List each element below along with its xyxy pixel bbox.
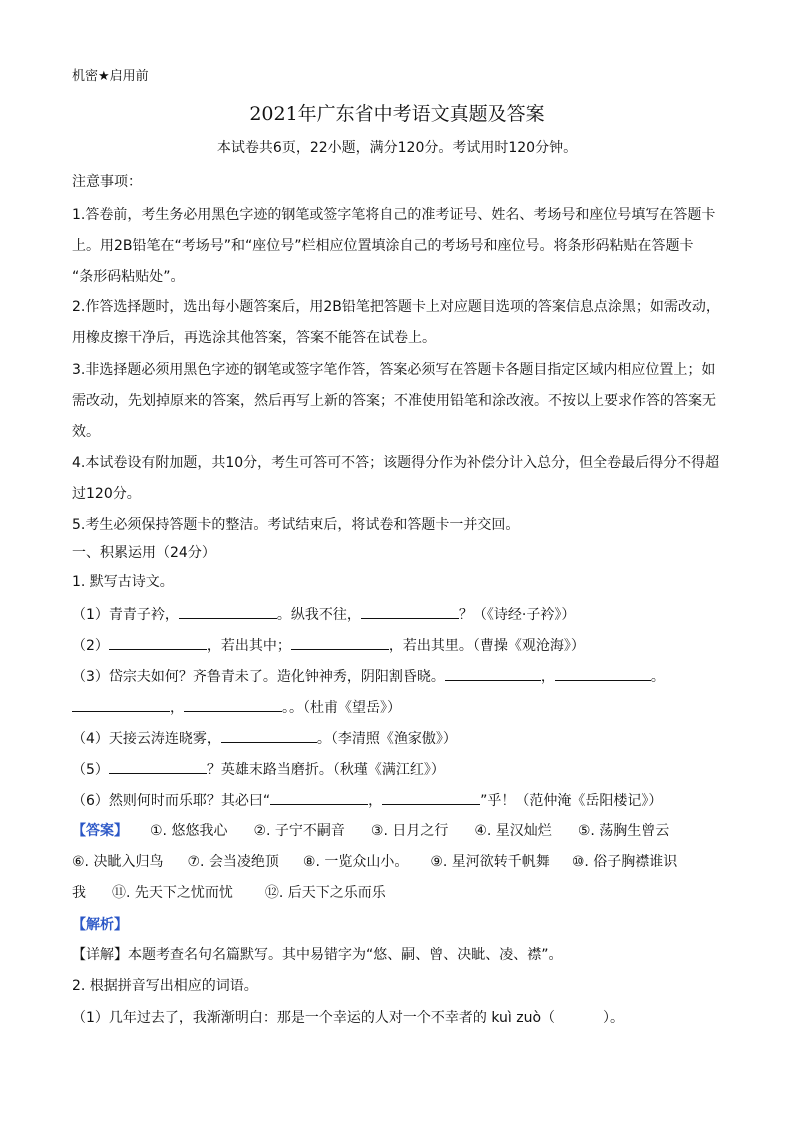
note-4-line-1: 4.本试卷设有附加题，共10分，考生可答可不答；该题得分作为补偿分计入总分，但全卷最后得分不得超 [72, 455, 720, 471]
answer-item: ②. 子宁不嗣音 [253, 823, 345, 839]
q1-2-text-a: （2） [72, 638, 109, 654]
q1-5-text-a: （5） [72, 762, 109, 778]
note-3-line-1: 3.非选择题必须用黑色字迹的钢笔或签字笔作答，答案必须写在答题卡各题目指定区域内相应位置上；如 [72, 362, 716, 378]
answer-blank [291, 635, 389, 650]
answer-item: ①. 悠悠我心 [150, 823, 228, 839]
q1-6-text-a: （6）然则何时而乐耶？其必曰“ [72, 793, 271, 809]
note-5-line-1: 5.考生必须保持答题卡的整洁。考试结束后，将试卷和答题卡一并交回。 [72, 517, 520, 533]
answer-blank [184, 697, 282, 712]
note-2-line-2: 用橡皮擦干净后，再选涂其他答案，答案不能答在试卷上。 [72, 330, 436, 346]
q1-4-text-a: （4）天接云涛连晓雾， [72, 731, 221, 747]
detail-tag: 【详解】 [72, 947, 128, 963]
q1-1-text-b: 。纵我不往， [276, 607, 361, 623]
note-4-line-2: 过120分。 [72, 486, 141, 502]
exam-subtitle: 本试卷共6页，22小题，满分120分。考试用时120分钟。 [216, 140, 578, 156]
answer-item: ⑨. 星河欲转千帆舞 [430, 854, 550, 870]
answer-item: ⑫. 后天下之乐而乐 [264, 885, 386, 901]
answer-item: ⑤. 荡胸生曾云 [577, 823, 670, 839]
question-2-title: 2. 根据拼音写出相应的词语。 [72, 978, 258, 994]
question-1-1 [72, 604, 575, 624]
q1-2-text-b: ，若出其中； [206, 638, 291, 654]
q2-1-text-a: （1）几年过去了，我渐渐明白：那是一个幸运的人对一个不幸者的 kuì zuò（ [72, 1010, 556, 1026]
answer-line-1 [72, 822, 669, 840]
answer-blank [270, 790, 368, 805]
q1-3-text-a: （3）岱宗夫如何？齐鲁青未了。造化钟神秀，阴阳割昏晓。 [72, 669, 445, 685]
answer-item: ⑩. 俗子胸襟谁识 [571, 854, 678, 870]
q1-6-text-c: ”乎！（范仲淹《岳阳楼记》） [480, 793, 663, 809]
answer-blank [221, 728, 317, 743]
q1-5-text-b: ？英雄末路当磨折。（秋瑾《满江红》） [206, 762, 445, 778]
detail-text: 本题考查名句名篇默写。其中易错字为“悠、嗣、曾、决眦、凌、襟”。 [128, 947, 563, 963]
answer-item: ⑧. 一览众山小。 [302, 854, 409, 870]
answer-line-3 [72, 884, 386, 902]
analysis-tag: 【解析】 [72, 917, 128, 933]
question-2-1 [72, 1009, 624, 1027]
detail-line [72, 946, 563, 964]
q1-3-text-c: 。 [650, 669, 665, 685]
answer-blank [109, 759, 207, 774]
q1-6-text-b: ， [368, 793, 383, 809]
answer-item: 我 [72, 885, 86, 901]
section-heading: 一、积累运用（24分） [72, 545, 216, 561]
answer-item: ⑦. 会当凌绝顶 [187, 854, 279, 870]
question-1-4 [72, 728, 457, 748]
q1-1-text-a: （1）青青子衿， [72, 607, 179, 623]
q1-3-text-b: ， [540, 669, 555, 685]
q1-4-text-b: 。（李清照《渔家傲》） [316, 731, 457, 747]
q1-3-text-d: ， [170, 700, 184, 716]
question-1-2 [72, 635, 585, 655]
answer-blank [179, 604, 277, 619]
note-1-line-2: 上。用2B铅笔在“考场号”和“座位号”栏相应位置填涂自己的考场号和座位号。将条形码粘贴在答题卡 [72, 238, 694, 254]
question-1-5 [72, 759, 445, 779]
answer-item: ④. 星汉灿烂 [474, 823, 552, 839]
q1-3-text-e: 。。（杜甫《望岳》） [282, 700, 401, 716]
note-2-line-1: 2.作答选择题时，选出每小题答案后，用2B铅笔把答题卡上对应题目选项的答案信息点涂黑；如需改动， [72, 299, 720, 315]
answer-item: ⑪. 先天下之忧而忧 [112, 885, 233, 901]
answer-blank [72, 697, 170, 712]
answer-blank [382, 790, 480, 805]
answer-blank [109, 635, 207, 650]
note-3-line-3: 效。 [72, 424, 100, 440]
answer-line-2 [72, 853, 677, 871]
answer-blank [555, 666, 651, 681]
answer-item: ③. 日月之行 [370, 823, 449, 839]
confidential-label: 机密★启用前 [72, 69, 149, 84]
page-title: 2021年广东省中考语文真题及答案 [249, 103, 545, 125]
notes-heading: 注意事项： [72, 174, 142, 190]
q1-1-text-c: ？（《诗经·子衿》） [458, 607, 576, 623]
answer-blank [445, 666, 541, 681]
question-1-3-line-1 [72, 666, 665, 686]
answer-tag: 【答案】 [72, 823, 128, 839]
q1-2-text-c: ，若出其里。（曹操《观沧海》） [388, 638, 585, 654]
note-3-line-2: 需改动，先划掉原来的答案，然后再写上新的答案；不准使用铅笔和涂改液。不按以上要求作答的答案无 [72, 393, 716, 409]
q2-1-text-b: ）。 [603, 1010, 625, 1026]
answer-blank [361, 604, 459, 619]
note-1-line-1: 1.答卷前，考生务必用黑色字迹的钢笔或签字笔将自己的准考证号、姓名、考场号和座位号填写在答题卡 [72, 207, 716, 223]
question-1-6 [72, 790, 662, 810]
question-1-3-line-2 [72, 697, 401, 717]
question-1-title: 1. 默写古诗文。 [72, 574, 174, 590]
answer-item: ⑥. 决眦入归鸟 [72, 854, 164, 870]
note-1-line-3: “条形码粘贴处”。 [72, 269, 185, 285]
